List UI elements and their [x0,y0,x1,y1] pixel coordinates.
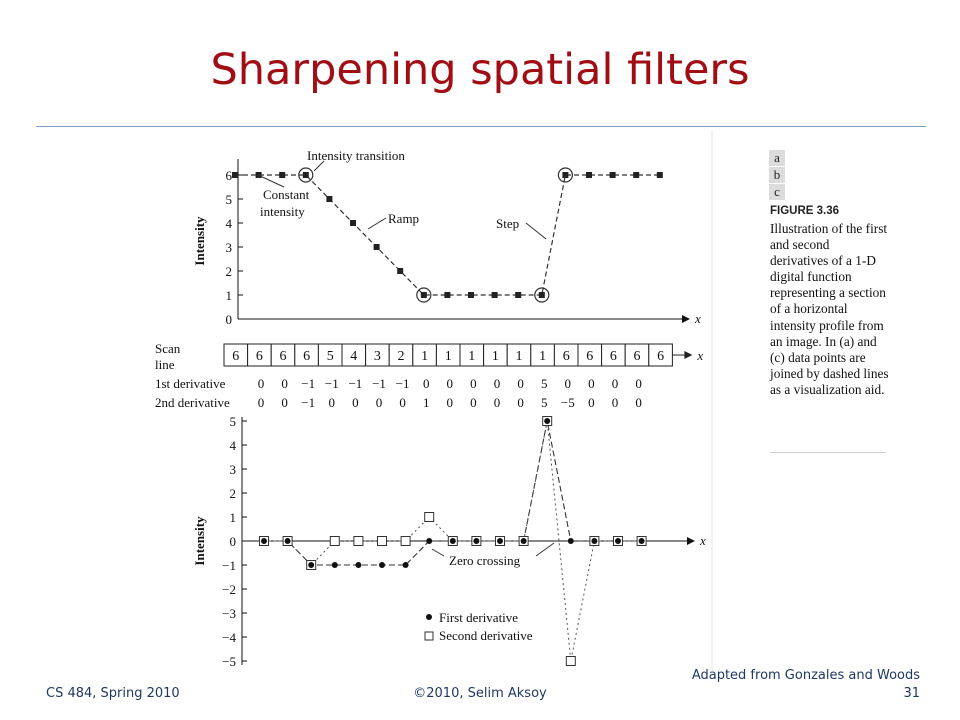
intensity-point [657,172,663,178]
first-derivative-value: −1 [372,376,386,391]
scan-x-label: x [697,348,704,363]
title-divider [36,126,926,127]
first-derivative-value: −1 [324,376,339,391]
scan-arrow [684,351,692,359]
first-derivative-point [544,418,550,424]
second-derivative-value: 0 [281,395,288,410]
intensity-point [303,172,309,178]
scan-cell-value: 6 [633,349,641,364]
intensity-point [492,292,498,298]
first-derivative-point [473,538,479,544]
annotation-ramp: Ramp [388,211,420,226]
intensity-point [515,292,521,298]
second-derivative-value: −1 [301,395,316,410]
figure-caption-title: FIGURE 3.36 [770,205,840,217]
first-derivative-row-label: 1st derivative [155,376,226,391]
first-derivative-value: 0 [611,376,619,391]
second-derivative-row-label: 2nd derivative [155,395,230,410]
panel-labels [769,150,785,201]
intensity-point [633,172,639,178]
first-derivative-value: 0 [517,376,524,391]
first-derivative-point [591,538,597,544]
intensity-point [539,292,545,298]
scan-cell-value: 1 [468,349,476,364]
scan-cell-value: 6 [586,349,594,364]
first-derivative-point [261,538,267,544]
legend-second-derivative: Second derivative [439,628,533,643]
first-derivative-value: 0 [635,376,642,391]
second-derivative-point [401,537,410,546]
annotation-constant-2: intensity [260,204,305,219]
annotation-intensity-transition: Intensity transition [307,148,405,163]
first-derivative-point [450,538,456,544]
first-derivative-value: 0 [493,376,501,391]
leader-ramp [368,218,386,229]
intensity-point [444,292,450,298]
top-y-axis-label: Intensity [192,216,207,266]
annotation-zero-crossing: Zero crossing [449,553,521,568]
figure-caption-text: Illustration of the first and second derivatives of a 1-D digital function representing a section of a horizontal intensity profile from an image. In (a) and (c) data points are joined by dashed lines as a visualization aid. [770,221,889,397]
first-derivative-value: 5 [540,376,548,391]
intensity-point [610,172,616,178]
second-derivative-point [378,537,387,546]
first-derivative-point [521,538,527,544]
intensity-point [586,172,592,178]
footer-copyright: ©2010, Selim Aksoy [413,686,547,701]
second-derivative-value: 0 [493,395,501,410]
intensity-point [279,172,285,178]
intensity-point [374,244,380,250]
scan-cell-value: 6 [562,349,570,364]
panel-label-a: a [769,150,785,167]
bottom-y-tick-label: 2 [229,486,236,501]
top-y-tick-label: 4 [225,216,232,231]
second-derivative-value: 0 [375,395,383,410]
second-derivative-value: 0 [352,395,359,410]
slide-title: Sharpening spatial filters [210,45,750,95]
scan-label: Scan [155,341,181,356]
footer-page-number: 31 [903,686,920,701]
leader-zero-crossing [536,543,554,556]
second-derivative-value: 0 [635,395,642,410]
scan-cell-value: 3 [373,349,381,364]
top-y-tick-label: 6 [225,168,232,183]
bottom-y-tick-label: 0 [229,534,236,549]
intensity-point [232,172,238,178]
legend-first-marker [426,614,432,620]
scan-cell-value: 5 [326,349,334,364]
scan-cell-value: 6 [657,349,665,364]
second-derivative-value: 0 [588,395,595,410]
top-y-tick-label: 3 [225,240,232,255]
second-derivative-point [330,537,339,546]
first-derivative-value: 0 [446,376,454,391]
scan-cell-value: 1 [444,349,452,364]
top-y-tick-label: 1 [225,288,232,303]
bottom-y-tick-label: −4 [222,630,236,645]
first-derivative-point [568,538,574,544]
bottom-y-tick-label: −2 [222,582,236,597]
second-derivative-value: 0 [611,395,619,410]
intensity-point [421,292,427,298]
first-derivative-value: −1 [348,376,363,391]
legend-first-derivative: First derivative [439,610,519,625]
caption-divider [770,452,886,453]
first-derivative-point [285,538,291,544]
leader-zero-crossing-left [432,549,444,556]
scan-cell-value: 6 [609,349,617,364]
top-plot [192,159,701,327]
second-derivative-value: 1 [422,395,430,410]
second-derivative-point [354,537,363,546]
bottom-y-tick-label: 4 [229,438,236,453]
scan-cell-value: 1 [491,349,499,364]
derivatives-figure [146,131,714,671]
scan-cell-value: 6 [232,349,240,364]
footer-course: CS 484, Spring 2010 [46,686,180,701]
intensity-point [562,172,568,178]
annotation-step: Step [496,216,520,231]
first-derivative-point [497,538,503,544]
bottom-y-tick-label: −1 [222,558,236,573]
first-derivative-value: 0 [422,376,430,391]
first-derivative-value: 0 [470,376,477,391]
top-y-tick-label: 2 [225,264,232,279]
first-derivative-value: 0 [281,376,288,391]
leader-step [526,223,546,239]
scan-cell-value: 4 [350,349,358,364]
annotation-constant-1: Constant [263,187,310,202]
top-x-label: x [695,311,701,326]
scan-cell-value: 6 [303,349,311,364]
second-derivative-value: 0 [257,395,265,410]
intensity-point [468,292,474,298]
second-derivative-value: 0 [399,395,406,410]
scan-cell-value: 1 [539,349,547,364]
bottom-y-tick-label: 5 [229,414,236,429]
first-derivative-value: 0 [564,376,572,391]
intensity-point [397,268,403,274]
scan-label-line: line [155,357,175,372]
first-derivative-point [403,562,409,568]
first-derivative-value: 0 [257,376,265,391]
first-derivative-point [332,562,338,568]
scan-cell-value: 6 [279,349,287,364]
first-derivative-value: −1 [301,376,316,391]
first-derivative-point [615,538,621,544]
top-y-tick-label: 5 [225,192,232,207]
second-derivative-value: −5 [560,395,575,410]
panel-label-c: c [769,184,785,201]
first-derivative-value: −1 [395,376,410,391]
second-derivative-value: 0 [517,395,524,410]
scan-cell-value: 2 [397,349,405,364]
top-x-arrow [682,315,690,323]
panel-label-b: b [769,167,785,184]
bottom-y-tick-label: 3 [229,462,236,477]
bottom-y-axis-label: Intensity [192,516,207,566]
intensity-point [350,220,356,226]
first-derivative-point [639,538,645,544]
scan-line-table [224,344,703,410]
top-y-tick-label: 0 [225,312,232,327]
second-derivative-point [425,513,434,522]
second-derivative-value: 0 [446,395,454,410]
bottom-x-arrow [687,537,695,545]
first-derivative-point [355,562,361,568]
first-derivative-point [426,538,432,544]
intensity-point [326,196,332,202]
legend-second-marker [425,632,433,640]
second-derivative-value: 0 [328,395,336,410]
first-derivative-value: 0 [588,376,595,391]
first-derivative-point [308,562,314,568]
second-derivative-value: 0 [470,395,477,410]
bottom-y-tick-label: −5 [222,654,236,669]
source-credit: Adapted from Gonzales and Woods [691,668,920,683]
bottom-y-tick-label: −3 [222,606,236,621]
scan-cell-value: 1 [421,349,429,364]
scan-cell-value: 1 [515,349,523,364]
scan-cell-value: 6 [255,349,263,364]
second-derivative-value: 5 [540,395,548,410]
bottom-y-tick-label: 1 [229,510,236,525]
bottom-x-label: x [700,533,706,548]
second-derivative-point [566,657,575,666]
first-derivative-point [379,562,385,568]
